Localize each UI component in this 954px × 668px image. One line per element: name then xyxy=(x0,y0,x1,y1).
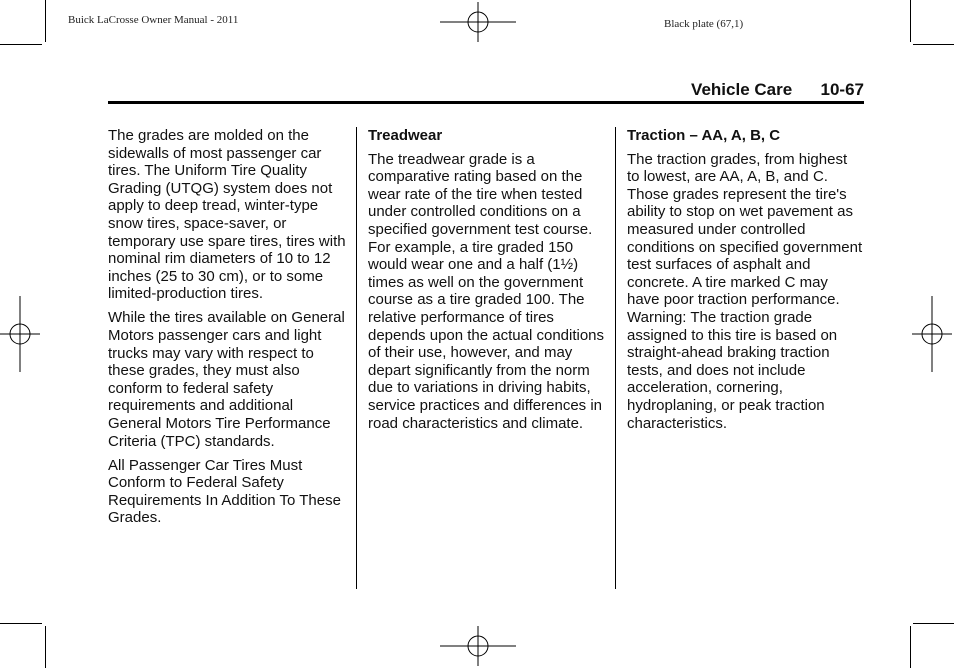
column-divider xyxy=(615,127,616,589)
paragraph: The grades are molded on the sidewalls of most passenger car tires. The Uniform Tire Quality Grading (UTQG) system does not apply to deep tread, winter-type snow tires, space-saver, or temporary use spare tires, tires with nominal rim diameters of 10 to 12 inches (25 to 30 cm), or to some limited-production tires. xyxy=(108,127,346,303)
crop-mark-top-right-h xyxy=(913,44,954,45)
registration-mark-left xyxy=(0,296,40,372)
page-header xyxy=(108,80,864,102)
registration-mark-bottom xyxy=(440,626,516,666)
paragraph: While the tires available on General Motors passenger cars and light trucks may vary with respect to these grades, they must also conform to federal safety requirements and additional General Motors Tire Performance Criteria (TPC) standards. xyxy=(108,309,345,450)
registration-mark-right xyxy=(912,296,952,372)
crop-mark-top-left-v xyxy=(45,0,46,42)
section-heading-traction: Traction – AA, A, B, C xyxy=(627,127,781,144)
column-treadwear xyxy=(368,127,604,439)
paragraph: The traction grades, from highest to lowest, are AA, A, B, and C. Those grades represent the tire's ability to stop on wet pavement as measured under controlled conditions on specified government test surfaces of asphalt and concrete. A tire marked C may have poor traction performance. Warning: The traction grade assigned to this tire is based on straight-ahead braking traction tests, and does not include acceleration, cornering, hydroplaning, or peak traction characteristics. xyxy=(627,150,863,432)
crop-mark-top-left-h xyxy=(0,44,42,45)
header-rule xyxy=(108,101,864,104)
section-page-label: Vehicle Care 10-67 xyxy=(691,80,864,99)
crop-mark-bottom-right-v xyxy=(910,626,911,668)
crop-mark-bottom-left-h xyxy=(0,623,42,624)
paragraph: All Passenger Car Tires Must Conform to Federal Safety Requirements In Addition To These Grades. xyxy=(108,456,341,527)
crop-mark-bottom-left-v xyxy=(45,626,46,668)
crop-mark-top-right-v xyxy=(910,0,911,42)
column-traction xyxy=(627,127,863,439)
crop-mark-bottom-right-h xyxy=(913,623,954,624)
registration-mark-top xyxy=(440,2,516,42)
section-heading-treadwear: Treadwear xyxy=(368,127,443,144)
column-utqg-intro xyxy=(108,127,346,534)
plate-info: Black plate (67,1) xyxy=(664,18,744,30)
column-divider xyxy=(356,127,357,589)
manual-title: Buick LaCrosse Owner Manual - 2011 xyxy=(68,14,239,26)
paragraph: The treadwear grade is a comparative rating based on the wear rate of the tire when tested under controlled conditions on a specified government test course. For example, a tire graded 150 would wear one and a half (1½) times as well on the government course as a tire graded 100. The relative performance of tires depends upon the actual conditions of their use, however, and may depart significantly from the norm due to variations in driving habits, service practices and differences in road characteristics and climate. xyxy=(368,150,605,432)
